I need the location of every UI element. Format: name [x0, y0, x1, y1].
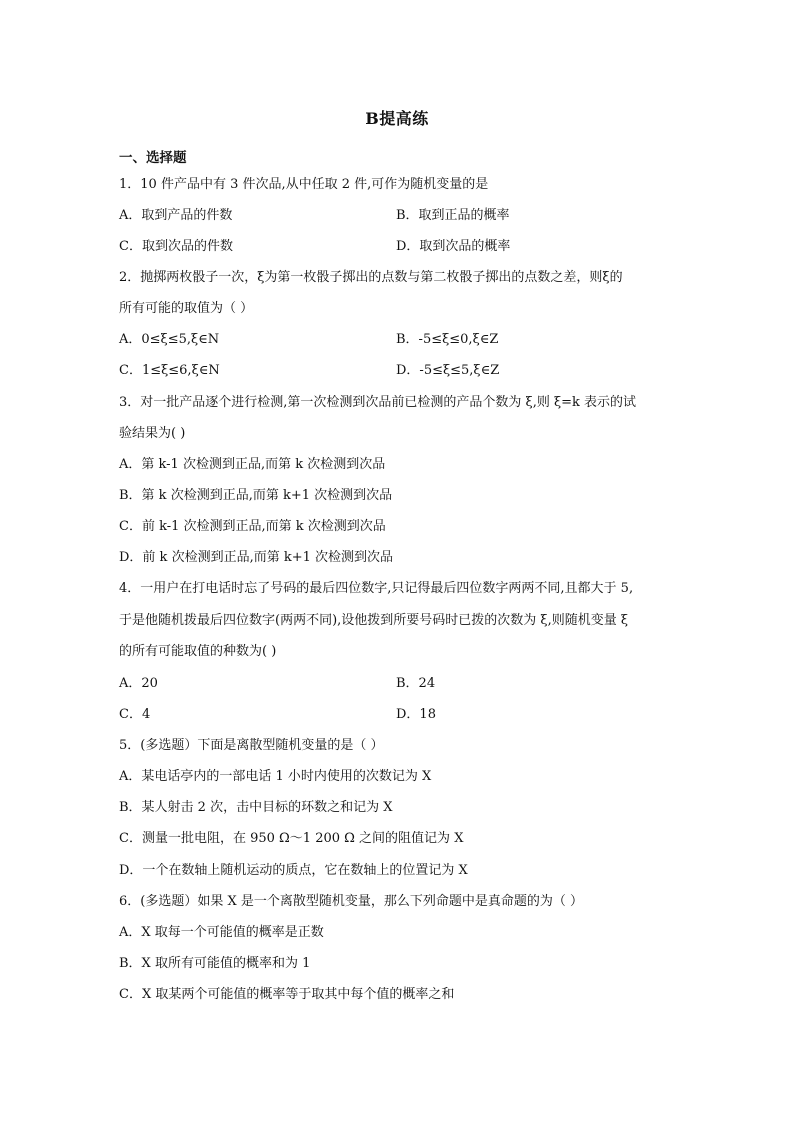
- question-4-stem-line-3: 的所有可能取值的种数为( ): [119, 644, 277, 659]
- question-5-option-c: C．测量一批电阻，在 950 Ω～1 200 Ω 之间的阻值记为 X: [119, 831, 464, 846]
- section-heading: 一、选择题: [119, 150, 187, 166]
- question-4-stem-line-2: 于是他随机拨最后四位数字(两两不同),设他拨到所要号码时已拨的次数为 ξ,则随机变量 ξ: [119, 613, 628, 628]
- question-2-stem-line-1: 2．抛掷两枚骰子一次，ξ为第一枚骰子掷出的点数与第二枚骰子掷出的点数之差，则ξ的: [119, 270, 623, 285]
- question-1-option-d: D．取到次品的概率: [396, 239, 511, 254]
- question-1-option-a: A．取到产品的件数: [119, 208, 233, 223]
- question-3-stem-line-1: 3．对一批产品逐个进行检测,第一次检测到次品前已检测的产品个数为 ξ,则 ξ=k 表示的试: [119, 395, 637, 410]
- question-5-option-a: A．某电话亭内的一部电话 1 小时内使用的次数记为 X: [119, 769, 432, 784]
- question-6-option-b: B．X 取所有可能值的概率和为 1: [119, 956, 311, 971]
- question-3-option-c: C．前 k-1 次检测到正品,而第 k 次检测到次品: [119, 519, 386, 534]
- question-4-option-a: A．20: [119, 676, 158, 691]
- question-4-stem-line-1: 4．一用户在打电话时忘了号码的最后四位数字,只记得最后四位数字两两不同,且都大于 5,: [119, 581, 634, 596]
- question-3-option-d: D．前 k 次检测到正品,而第 k+1 次检测到次品: [119, 550, 394, 565]
- question-2-stem-line-2: 所有可能的取值为（ ）: [119, 301, 254, 316]
- question-6-option-a: A．X 取每一个可能值的概率是正数: [119, 925, 324, 940]
- question-2-option-d: D．-5≤ξ≤5,ξ∈Z: [396, 363, 500, 378]
- question-3-stem-line-2: 验结果为( ): [119, 426, 186, 441]
- question-4-option-c: C．4: [119, 707, 151, 722]
- question-5-stem: 5．(多选题）下面是离散型随机变量的是（ ）: [119, 738, 384, 753]
- question-2-option-a: A．0≤ξ≤5,ξ∈N: [119, 332, 220, 347]
- question-4-option-d: D．18: [396, 707, 436, 722]
- question-4-option-b: B．24: [396, 676, 436, 691]
- question-3-option-a: A．第 k-1 次检测到正品,而第 k 次检测到次品: [119, 457, 386, 472]
- question-5-option-d: D．一个在数轴上随机运动的质点，它在数轴上的位置记为 X: [119, 863, 468, 878]
- question-6-option-c: C．X 取某两个可能值的概率等于取其中每个值的概率之和: [119, 987, 455, 1002]
- question-1-option-b: B．取到正品的概率: [396, 208, 510, 223]
- question-6-stem: 6．(多选题）如果 X 是一个离散型随机变量，那么下列命题中是真命题的为（ ）: [119, 894, 583, 909]
- question-2-option-c: C．1≤ξ≤6,ξ∈N: [119, 363, 220, 378]
- question-2-option-b: B．-5≤ξ≤0,ξ∈Z: [396, 332, 499, 347]
- page-title: B提高练: [365, 109, 429, 128]
- question-1-stem: 1．10 件产品中有 3 件次品,从中任取 2 件,可作为随机变量的是: [119, 177, 489, 192]
- question-5-option-b: B．某人射击 2 次，击中目标的环数之和记为 X: [119, 800, 393, 815]
- question-1-option-c: C．取到次品的件数: [119, 239, 233, 254]
- question-3-option-b: B．第 k 次检测到正品,而第 k+1 次检测到次品: [119, 488, 393, 503]
